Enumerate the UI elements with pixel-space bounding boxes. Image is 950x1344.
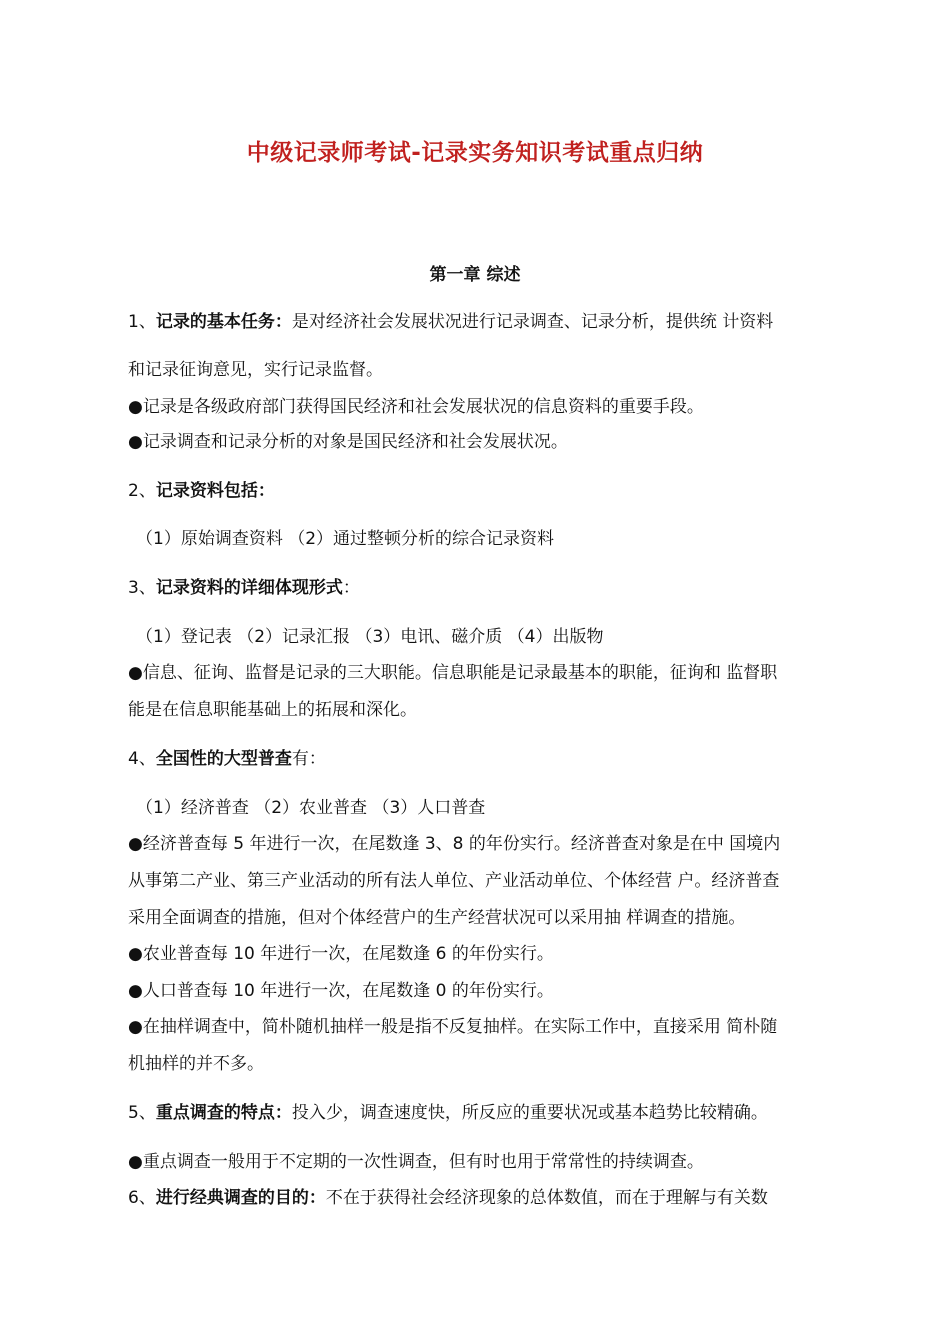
section-1-line-1 xyxy=(128,310,838,334)
section-number: 5、 xyxy=(128,1103,156,1123)
bullet-paragraph-line: 能是在信息职能基础上的拓展和深化。 xyxy=(128,700,417,720)
section-6-line xyxy=(128,1186,838,1210)
section-number: 1、 xyxy=(128,312,156,332)
bullet-paragraph-line: ●经济普查每 5 年进行一次，在尾数逢 3、8 的年份实行。经济普查对象是在中 国境内 xyxy=(128,834,781,854)
bullet-paragraph: ●记录是各级政府部门获得国民经济和社会发展状况的信息资料的重要手段。 xyxy=(128,397,704,417)
section-3-items: （1）登记表 （2）记录汇报 （3）电讯、磁介质 （4）出版物 xyxy=(136,627,604,647)
section-heading-tail: ： xyxy=(342,578,360,598)
section-number: 2、 xyxy=(128,481,156,501)
section-number: 3、 xyxy=(128,578,156,598)
section-number: 6、 xyxy=(128,1188,156,1208)
section-text: 投入少，调查速度快，所反应的重要状况或基本趋势比较精确。 xyxy=(291,1103,768,1123)
bullet-paragraph-line: 从事第二产业、第三产业活动的所有法人单位、产业活动单位、个体经营 户。经济普查 xyxy=(128,871,780,891)
bullet-paragraph-line: ●信息、征询、监督是记录的三大职能。信息职能是记录最基本的职能，征询和 监督职 xyxy=(128,663,778,683)
section-heading: 记录资料的详细体现形式 xyxy=(155,578,343,598)
section-text: 不在于获得社会经济现象的总体数值，而在于理解与有关数 xyxy=(325,1188,768,1208)
section-heading: 记录资料包括： xyxy=(155,481,275,501)
section-heading: 进行经典调查的目的： xyxy=(155,1188,326,1208)
bullet-paragraph: ●人口普查每 10 年进行一次，在尾数逢 0 的年份实行。 xyxy=(128,981,554,1001)
bullet-paragraph-line: ●在抽样调查中，简朴随机抽样一般是指不反复抽样。在实际工作中，直接采用 简朴随 xyxy=(128,1017,778,1037)
section-heading: 全国性的大型普查 xyxy=(155,749,292,769)
section-3-heading xyxy=(128,576,838,600)
section-heading-tail: 有： xyxy=(291,749,326,769)
bullet-paragraph: ●农业普查每 10 年进行一次，在尾数逢 6 的年份实行。 xyxy=(128,944,554,964)
section-2-items: （1）原始调查资料 （2）通过整顿分析的综合记录资料 xyxy=(136,529,555,549)
section-5-line xyxy=(128,1101,838,1125)
document-title: 中级记录师考试-记录实务知识考试重点归纳 xyxy=(246,140,704,166)
bullet-paragraph-line: 采用全面调查的措施，但对个体经营户的生产经营状况可以采用抽 样调查的措施。 xyxy=(128,908,746,928)
bullet-paragraph: ●重点调查一般用于不定期的一次性调查，但有时也用于常常性的持续调查。 xyxy=(128,1152,704,1172)
section-heading: 记录的基本任务： xyxy=(155,312,292,332)
section-heading: 重点调查的特点： xyxy=(155,1103,292,1123)
section-number: 4、 xyxy=(128,749,156,769)
section-2-heading xyxy=(128,479,838,503)
bullet-paragraph: ●记录调查和记录分析的对象是国民经济和社会发展状况。 xyxy=(128,432,568,452)
section-4-items: （1）经济普查 （2）农业普查 （3）人口普查 xyxy=(136,798,486,818)
bullet-paragraph-line: 机抽样的并不多。 xyxy=(128,1054,264,1074)
section-1-line-2: 和记录征询意见，实行记录监督。 xyxy=(128,360,383,380)
section-4-heading xyxy=(128,747,838,771)
chapter-heading: 第一章 综述 xyxy=(429,265,521,285)
section-text: 是对经济社会发展状况进行记录调查、记录分析，提供统 计资料 xyxy=(291,312,774,332)
